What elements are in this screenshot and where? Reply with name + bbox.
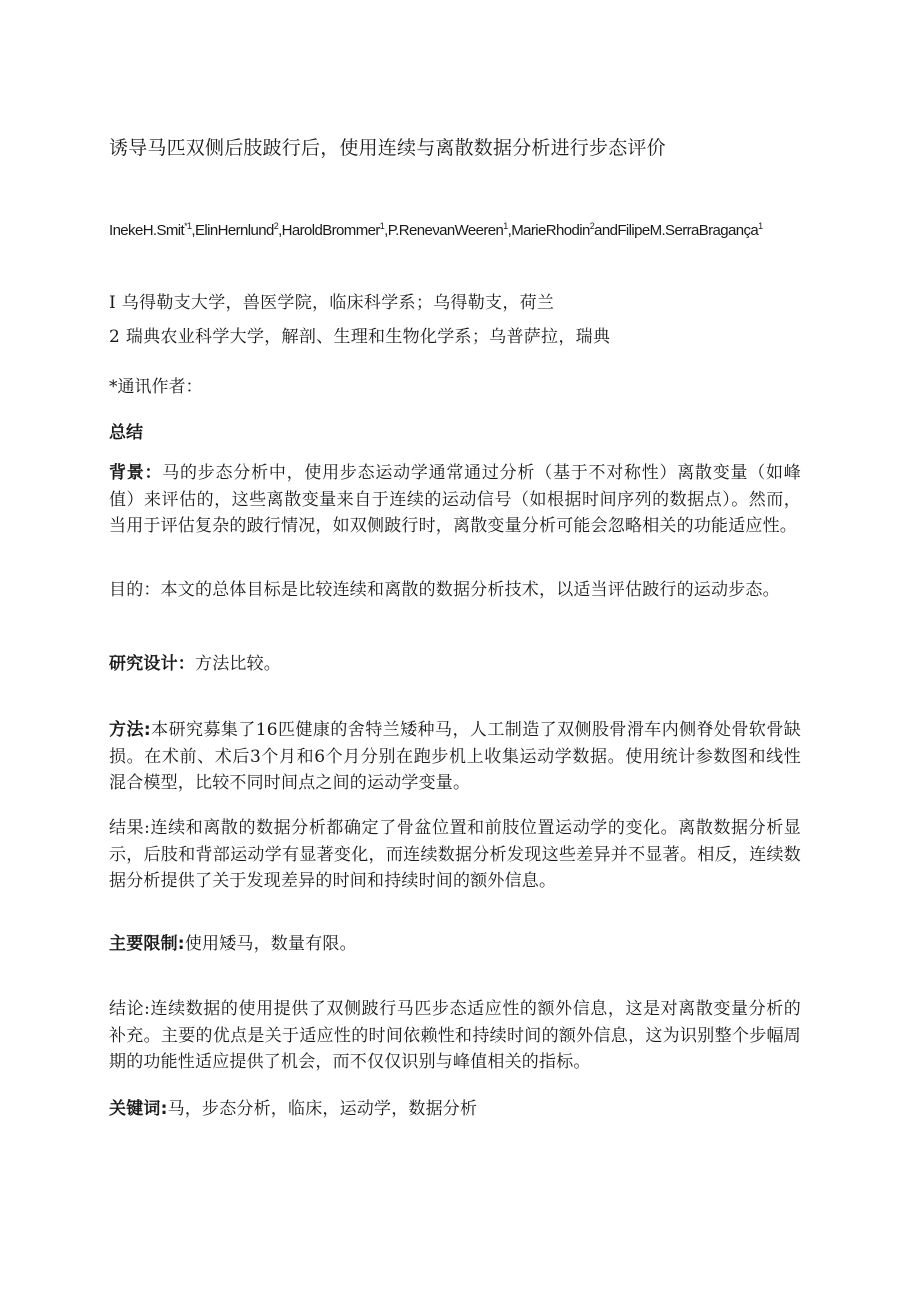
author-name: P.ReneνanWeeren	[387, 222, 504, 239]
affiliation-text: 乌得勒支大学，兽医学院，临床科学系；乌得勒支，荷兰	[121, 293, 555, 313]
affiliation-mark: I	[109, 293, 117, 313]
section-label: 结论:	[109, 999, 151, 1019]
section-limitations	[109, 931, 801, 958]
author-mark: 1	[503, 221, 508, 231]
section-conclusion	[109, 996, 801, 1076]
author-mark: 1	[379, 221, 385, 231]
author-mark: 2	[273, 221, 279, 231]
section-text: 本文的总体目标是比较连续和离散的数据分析技术，以适当评估跛行的运动步态。	[160, 580, 780, 600]
author-list	[109, 214, 809, 248]
author-separator: ,	[507, 222, 512, 239]
section-design	[109, 651, 801, 678]
author-name: InekeH.Smit	[109, 222, 185, 239]
section-text: 方法比较。	[195, 654, 281, 674]
section-label: 主要限制:	[109, 934, 185, 954]
section-text: 本研究募集了16匹健康的舍特兰矮种马，人工制造了双侧股骨滑车内侧脊处骨软骨缺损。在术前、术后3个月和6个月分别在跑步机上收集运动学数据。使用统计参数图和线性混合模型，比较不同时间点之间的运动学变量。	[109, 720, 802, 793]
author-mark: 1	[758, 221, 763, 231]
author-mark: 2	[589, 221, 595, 231]
author-separator: ,	[384, 222, 388, 239]
summary-heading: 总结	[109, 423, 143, 443]
section-label: 目的：	[109, 580, 161, 600]
section-keywords	[109, 1096, 801, 1123]
author-name: FilipeM.SerraBragança	[617, 222, 759, 239]
affiliation-text: 瑞典农业科学大学，解剖、生理和生物化学系；乌普萨拉，瑞典	[125, 327, 611, 347]
affiliation-1	[109, 288, 554, 313]
author-name: MarieRhodin	[511, 222, 590, 239]
section-text: 连续和离散的数据分析都确定了骨盆位置和前肢位置运动学的变化。离散数据分析显示，后肢和背部运动学有显著变化，而连续数据分析发现这些差异并不显著。相反，连续数据分析提供了关于发现差异的时间和持续时间的额外信息。	[109, 818, 802, 891]
author-separator: ,	[278, 222, 282, 239]
section-methods	[109, 717, 801, 797]
section-label: 结果:	[109, 818, 151, 838]
section-results	[109, 815, 801, 895]
author-name: HaroldBrommer	[281, 222, 380, 239]
section-text: 马的步态分析中，使用步态运动学通常通过分析（基于不对称性）离散变量（如峰值）来评估的，这些离散变量来自于连续的运动信号（如根据时间序列的数据点）。然而，当用于评估复杂的跛行情况，如双侧跛行时，离散变量分析可能会忽略相关的功能适应性。	[109, 463, 801, 536]
author-name: ElinHernlund	[195, 222, 274, 239]
author-separator: ,	[191, 222, 195, 239]
section-text: 使用矮马，数量有限。	[184, 934, 357, 954]
section-label: 背景：	[109, 463, 163, 483]
paper-title: 诱导马匹双侧后肢跛行后，使用连续与离散数据分析进行步态评价	[109, 137, 666, 159]
section-label: 方法:	[109, 720, 151, 740]
section-label: 关键词:	[109, 1099, 168, 1119]
author-mark: *1	[184, 221, 192, 231]
corresponding-author: *通讯作者：	[109, 377, 203, 397]
author-separator: and	[594, 222, 618, 239]
affiliation-mark: 2	[109, 327, 121, 347]
section-text: 连续数据的使用提供了双侧跛行马匹步态适应性的额外信息，这是对离散变量分析的补充。主要的优点是关于适应性的时间依赖性和持续时间的额外信息，这为识别整个步幅周期的功能性适应提供了机会，而不仅仅识别与峰值相关的指标。	[109, 999, 802, 1072]
affiliation-2	[109, 322, 610, 347]
section-background	[109, 460, 801, 540]
section-label: 研究设计：	[109, 654, 195, 674]
section-objective	[109, 577, 801, 604]
section-text: 马，步态分析，临床，运动学，数据分析	[167, 1099, 478, 1119]
